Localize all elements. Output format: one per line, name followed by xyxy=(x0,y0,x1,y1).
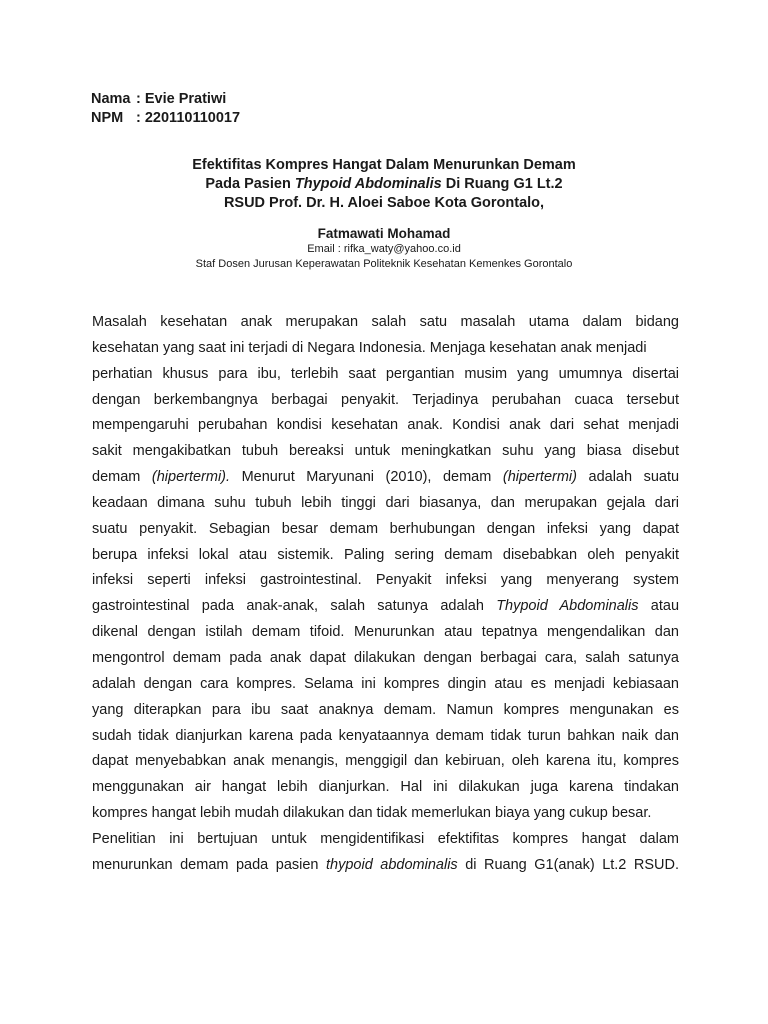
author-name: Fatmawati Mohamad xyxy=(317,226,451,241)
body-line: menggunakan air hangat lebih dianjurkan. Hal ini dilakukan juga karena tindakan xyxy=(92,779,679,796)
text-run: adalah suatu xyxy=(588,469,679,486)
body-line: kompres hangat lebih mudah dilakukan dan tidak memerlukan biaya yang cukup besar. xyxy=(92,805,652,822)
text-run: demam xyxy=(92,469,141,486)
body-line: dapat menyebabkan anak menangis, menggigil dan kebiruan, oleh karena itu, kompres xyxy=(92,753,679,770)
author-email: Email : rifka_waty@yahoo.co.id xyxy=(307,243,461,255)
student-npm-row xyxy=(91,109,240,128)
body-line: suatu penyakit. Sebagian besar demam berhubungan dengan infeksi yang dapat xyxy=(92,520,679,537)
body-line: keadaan dimana suhu tubuh lebih tinggi dari biasanya, dan merupakan gejala dari xyxy=(92,494,679,511)
title-line-2-post: Di Ruang G1 Lt.2 xyxy=(441,176,563,192)
text-run-italic: Thypoid Abdominalis xyxy=(496,598,639,615)
document-title xyxy=(0,156,768,213)
title-line-2 xyxy=(0,175,768,194)
separator: : xyxy=(136,91,145,107)
name-value: Evie Pratiwi xyxy=(144,91,227,107)
body-line xyxy=(92,594,679,620)
name-label: Nama xyxy=(91,91,131,107)
npm-label: NPM xyxy=(91,110,124,126)
title-line-2-pre: Pada Pasien xyxy=(205,176,295,192)
separator: : xyxy=(136,110,145,126)
text-run-italic: (hipertermi) xyxy=(502,469,577,486)
text-run: Menurut Maryunani (2010), demam xyxy=(241,469,492,486)
body-line: dikenal dengan istilah demam tifoid. Menurunkan atau tepatnya mengendalikan dan xyxy=(92,624,679,641)
text-run: menurunkan demam pada pasien xyxy=(92,856,319,873)
body-line: berupa infeksi lokal atau sistemik. Paling sering demam disebabkan oleh penyakit xyxy=(92,546,679,563)
body-line: sakit mengakibatkan tubuh bereaksi untuk meningkatkan suhu yang biasa disebut xyxy=(92,443,679,460)
title-line-3: RSUD Prof. Dr. H. Aloei Saboe Kota Gorontalo, xyxy=(223,195,545,211)
author-affiliation: Staf Dosen Jurusan Keperawatan Politeknik Kesehatan Kemenkes Gorontalo xyxy=(195,258,573,270)
author-block xyxy=(0,225,768,272)
body-line: Penelitian ini bertujuan untuk mengidentifikasi efektifitas kompres hangat dalam xyxy=(92,830,679,847)
body-line: dengan berkembangnya berbagai penyakit. Terjadinya perubahan cuaca tersebut xyxy=(92,391,679,408)
student-name-row xyxy=(91,90,240,109)
text-run: gastrointestinal pada anak-anak, salah satunya adalah xyxy=(92,598,484,615)
body-line xyxy=(92,465,679,491)
npm-value: 220110110017 xyxy=(144,110,241,126)
text-run-italic: thypoid abdominalis xyxy=(326,856,458,873)
body-line: infeksi seperti infeksi gastrointestinal. Penyakit infeksi yang menyerang system xyxy=(92,572,679,589)
body-line: yang diterapkan para ibu saat anaknya demam. Namun kompres mengunakan es xyxy=(92,701,679,718)
body-line: Masalah kesehatan anak merupakan salah satu masalah utama dalam bidang xyxy=(92,314,679,330)
text-run: di Ruang G1(anak) Lt.2 RSUD. xyxy=(465,856,679,873)
title-line-1: Efektifitas Kompres Hangat Dalam Menurunkan Demam xyxy=(192,157,576,173)
body-line: adalah dengan cara kompres. Selama ini kompres dingin atau es menjadi kebiasaan xyxy=(92,675,679,692)
body-line: kesehatan yang saat ini terjadi di Negara Indonesia. Menjaga kesehatan anak menjadi xyxy=(92,339,647,356)
title-line-2-italic: Thypoid Abdominalis xyxy=(294,176,442,192)
body-paragraph xyxy=(92,310,679,879)
body-line: sudah tidak dianjurkan karena pada kenyataannya demam tidak turun bahkan naik dan xyxy=(92,727,679,744)
student-info xyxy=(91,90,240,128)
body-line: mengontrol demam pada anak dapat dilakukan dengan berbagai cara, salah satunya xyxy=(92,649,679,666)
body-line: perhatian khusus para ibu, terlebih saat pergantian musim yang umumnya disertai xyxy=(92,365,679,382)
body-line xyxy=(92,853,679,879)
text-run-italic: (hipertermi). xyxy=(151,469,231,486)
body-line: mempengaruhi perubahan kondisi kesehatan anak. Kondisi anak dari sehat menjadi xyxy=(92,417,679,434)
text-run: atau xyxy=(650,598,679,615)
